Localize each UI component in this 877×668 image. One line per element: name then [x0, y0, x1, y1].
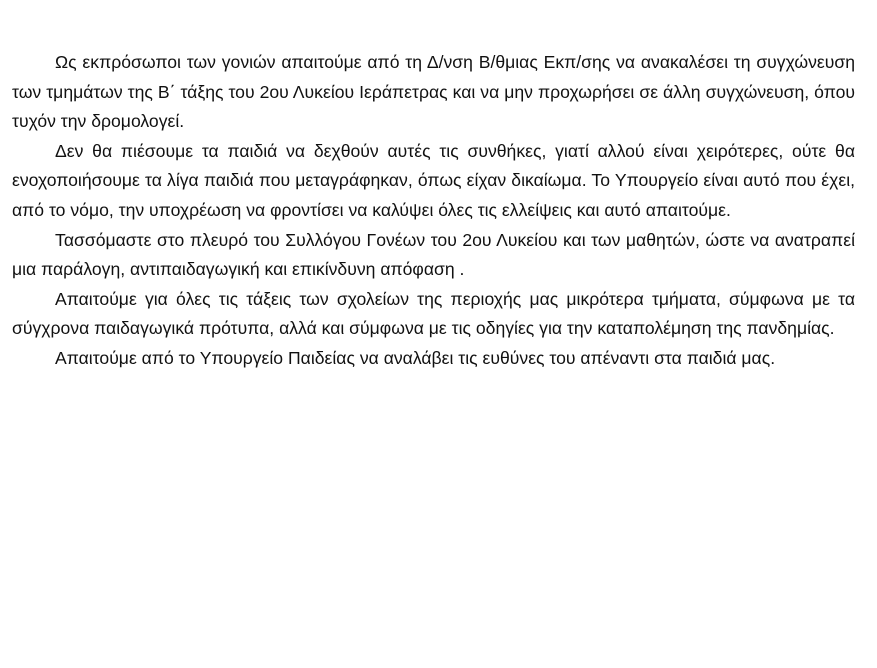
paragraph-ministry-obligation: Δεν θα πιέσουμε τα παιδιά να δεχθούν αυτές τις συνθήκες, γιατί αλλού είναι χειρότερες, ούτε θα ενοχοποιήσουμε τα λίγα παιδιά που μεταγράφηκαν, όπως είχαν δικαίωμα. Το Υπουργείο είναι αυτό που έχει, από το νόμο, την υποχρέωση να φροντίσει να καλύψει όλες τις ελλείψεις και αυτό απαιτούμε.: [12, 140, 855, 220]
paragraph-smaller-classes: Απαιτούμε για όλες τις τάξεις των σχολείων της περιοχής μας μικρότερα τμήματα, σύμφωνα με τα σύγχρονα παιδαγωγικά πρότυπα, αλλά και σύμφωνα με τις οδηγίες για την καταπολέμηση της πανδημίας.: [12, 288, 855, 339]
paragraph-support-parents-association: Τασσόμαστε στο πλευρό του Συλλόγου Γονέων του 2ου Λυκείου και των μαθητών, ώστε να ανατραπεί μια παράλογη, αντιπαιδαγωγική και επικίνδυνη απόφαση .: [12, 229, 855, 280]
document-body: [12, 48, 855, 374]
paragraph-demand-cancel-merger: Ως εκπρόσωποι των γονιών απαιτούμε από τη Δ/νση Β/θμιας Εκπ/σης να ανακαλέσει τη συγχώνευση των τμημάτων της Β΄ τάξης του 2ου Λυκείου Ιεράπετρας και να μην προχωρήσει σε άλλη συγχώνευση, όπου τυχόν την δρομολογεί.: [12, 52, 855, 132]
paragraph-ministry-responsibility: Απαιτούμε από το Υπουργείο Παιδείας να αναλάβει τις ευθύνες του απέναντι στα παιδιά μας.: [55, 347, 776, 368]
